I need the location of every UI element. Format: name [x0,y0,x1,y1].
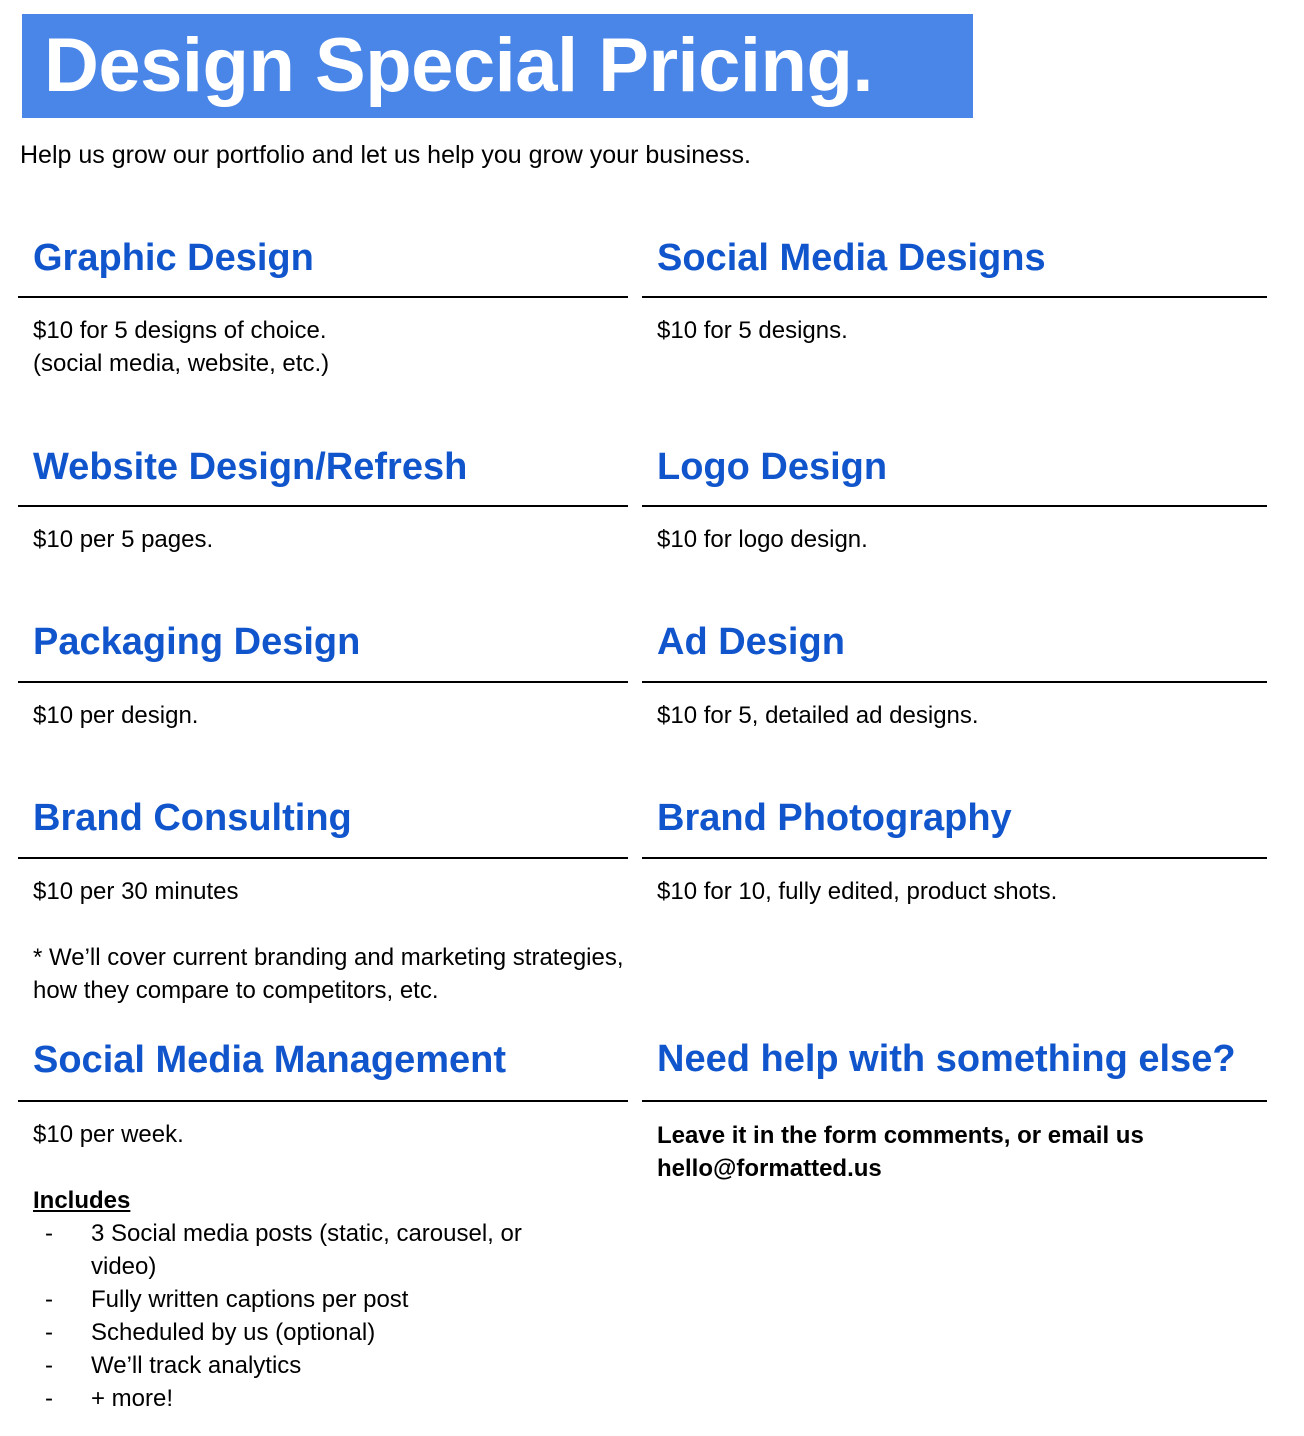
section-body [33,699,628,732]
list-item [33,1382,591,1415]
price-text: $10 for 5, detailed ad designs. [657,702,979,729]
section-divider [642,296,1267,298]
section-title: Social Media Management [33,1039,507,1081]
section-divider [18,681,628,683]
section-divider [642,681,1267,683]
section-title: Website Design/Refresh [33,446,468,488]
section-body [657,1119,1267,1185]
section-body [33,523,628,556]
price-text: $10 per 30 minutes [33,878,239,905]
section-title: Brand Consulting [33,797,352,839]
section-body [33,875,633,1007]
list-item-text: Fully written captions per post [91,1286,409,1313]
section-divider [642,1100,1267,1102]
section-title: Packaging Design [33,621,361,663]
section-body [33,1118,628,1415]
section-body [33,314,628,380]
section-divider [18,857,628,859]
section-divider [18,505,628,507]
section-divider [18,296,628,298]
list-dash: - [45,1319,53,1346]
list-dash: - [45,1286,53,1313]
consulting-note: * We’ll cover current branding and marketing strategies, how they compare to competitors, etc. [33,944,624,1004]
section-body [657,875,1267,908]
price-text: $10 per 5 pages. [33,526,214,553]
list-item-text: + more! [91,1385,174,1412]
price-detail: (social media, website, etc.) [33,350,330,377]
section-title: Logo Design [657,446,888,488]
section-body [657,699,1267,732]
right-column [642,0,1267,1436]
contact-email[interactable]: hello@formatted.us [657,1155,882,1182]
price-text: $10 per week. [33,1121,184,1148]
section-title: Social Media Designs [657,237,1046,279]
page-subtitle: Help us grow our portfolio and let us help you grow your business. [20,141,751,169]
list-item [33,1283,591,1316]
section-title: Graphic Design [33,237,314,279]
page-title: Design Special Pricing. [44,23,873,108]
left-column [18,0,628,1436]
list-item [33,1349,591,1382]
price-text: $10 for 10, fully edited, product shots. [657,878,1058,905]
includes-list [33,1217,628,1415]
section-title: Need help with something else? [657,1038,1236,1080]
section-body [657,523,1267,556]
list-item-text: We’ll track analytics [91,1352,302,1379]
includes-label: Includes [33,1187,131,1214]
price-text: $10 per design. [33,702,199,729]
section-divider [642,857,1267,859]
section-title: Ad Design [657,621,845,663]
contact-text: Leave it in the form comments, or email us [657,1122,1144,1149]
section-title: Brand Photography [657,797,1012,839]
section-divider [642,505,1267,507]
list-item [33,1316,591,1349]
list-dash: - [45,1352,53,1379]
price-text: $10 for 5 designs of choice. [33,317,327,344]
price-text: $10 for logo design. [657,526,868,553]
price-text: $10 for 5 designs. [657,317,848,344]
list-item-text: 3 Social media posts (static, carousel, or video) [91,1220,522,1280]
list-item-text: Scheduled by us (optional) [91,1319,376,1346]
list-dash: - [45,1220,53,1247]
list-item [33,1217,591,1283]
list-dash: - [45,1385,53,1412]
section-divider [18,1100,628,1102]
section-body [657,314,1267,347]
